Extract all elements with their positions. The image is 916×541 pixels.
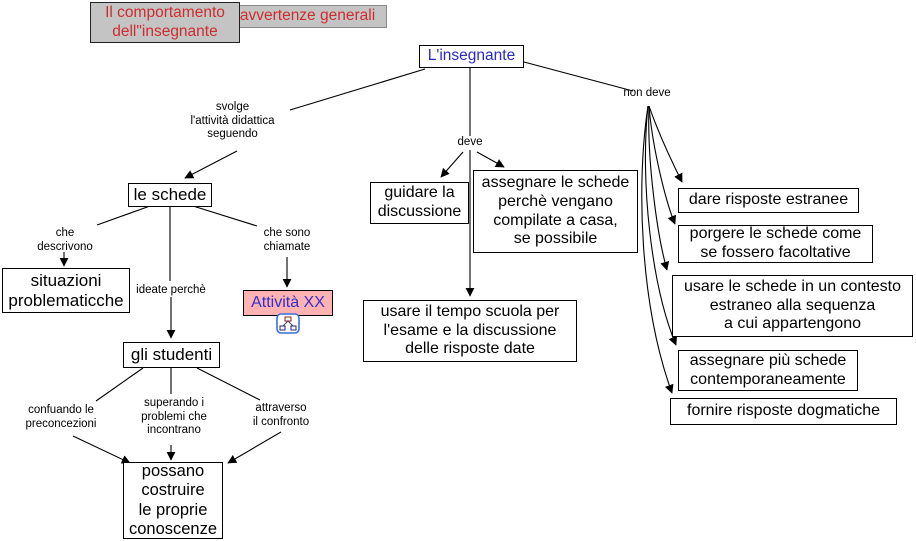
link-line: preconcezioni	[25, 417, 97, 430]
title-line: avvertenze generali	[239, 7, 376, 25]
title-line: Il comportamento	[105, 3, 225, 21]
link-line: svolge	[215, 101, 250, 113]
node-attivita-xx[interactable]: Attività XX	[243, 290, 333, 316]
link-line: confuando le	[28, 404, 94, 416]
node-guidare-discussione[interactable]	[370, 182, 469, 224]
link-line: attraverso	[255, 402, 307, 414]
node-line: se fossero facoltative	[700, 244, 851, 261]
node-line: discussione	[377, 203, 462, 220]
node-line: contemporaneamente	[690, 370, 846, 388]
link-line: il confronto	[252, 415, 310, 428]
node-le-schede[interactable]: le schede	[128, 183, 212, 207]
node-line: le proprie	[138, 500, 208, 519]
node-line: compilate a casa,	[493, 211, 618, 229]
node-situazioni-problematicche[interactable]	[2, 268, 130, 313]
node-usare-schede-contesto[interactable]	[672, 275, 913, 337]
link-label-che-descrivono[interactable]	[25, 227, 105, 254]
link-line: che sono	[263, 227, 311, 239]
title-box-comportamento[interactable]	[90, 2, 240, 43]
node-line: se possibile	[513, 230, 598, 248]
node-line: l'esame e la discussione	[383, 321, 557, 339]
node-line: guidare la	[384, 184, 455, 202]
node-line: perchè vengano	[498, 192, 613, 210]
node-usare-tempo-scuola[interactable]	[363, 300, 577, 362]
node-line: porgere le schede come	[689, 225, 862, 243]
title-box-avvertenze[interactable]	[228, 5, 387, 28]
concept-map-icon[interactable]	[276, 313, 300, 334]
node-gli-studenti[interactable]: gli studenti	[123, 342, 220, 368]
node-fornire-risposte-dogmatiche[interactable]: fornire risposte dogmatiche	[670, 398, 897, 425]
node-line: situazioni	[30, 270, 102, 290]
link-label-non-deve[interactable]: non deve	[623, 87, 671, 99]
link-line: superando i	[143, 397, 205, 409]
node-line: conoscenze	[128, 519, 218, 538]
title-line: dell"insegnante	[112, 22, 218, 40]
link-label-svolge[interactable]	[160, 101, 305, 142]
node-line: costruire	[141, 481, 205, 500]
link-label-ideate-perche[interactable]: ideate perchè	[136, 284, 206, 296]
node-line: delle risposte date	[405, 340, 535, 358]
node-porgere-schede-facoltative[interactable]	[678, 225, 873, 263]
link-line: incontrano	[147, 424, 201, 437]
link-line: seguendo	[207, 128, 258, 141]
node-possano-costruire[interactable]	[123, 462, 223, 539]
node-line: a cui appartengono	[724, 315, 861, 333]
link-line: descrivono	[37, 240, 93, 253]
node-assegnare-schede-casa[interactable]	[473, 170, 638, 253]
link-line: problemi che	[141, 410, 207, 423]
link-label-superando[interactable]	[129, 397, 219, 438]
node-line: usare il tempo scuola per	[380, 302, 560, 320]
node-assegnare-piu-schede[interactable]	[678, 350, 858, 391]
link-label-confuando[interactable]	[10, 404, 112, 431]
node-line: assegnare più schede	[689, 351, 847, 369]
node-line: assegnare le schede	[481, 174, 630, 192]
node-insegnante[interactable]: L'insegnante	[419, 45, 524, 68]
link-line: l'attività didattica	[190, 114, 275, 127]
node-line: problematicche	[8, 290, 124, 310]
node-line: possano	[141, 461, 205, 480]
link-label-attraverso[interactable]	[242, 402, 320, 429]
link-line: che	[55, 227, 75, 239]
link-label-deve[interactable]: deve	[451, 136, 489, 150]
node-dare-risposte-estranee[interactable]: dare risposte estranee	[678, 188, 859, 213]
node-line: usare le schede in un contesto	[683, 277, 902, 295]
link-label-che-sono-chiamate[interactable]	[253, 227, 321, 254]
node-line: estraneo alla sequenza	[709, 296, 876, 314]
link-line: chiamate	[263, 240, 311, 253]
